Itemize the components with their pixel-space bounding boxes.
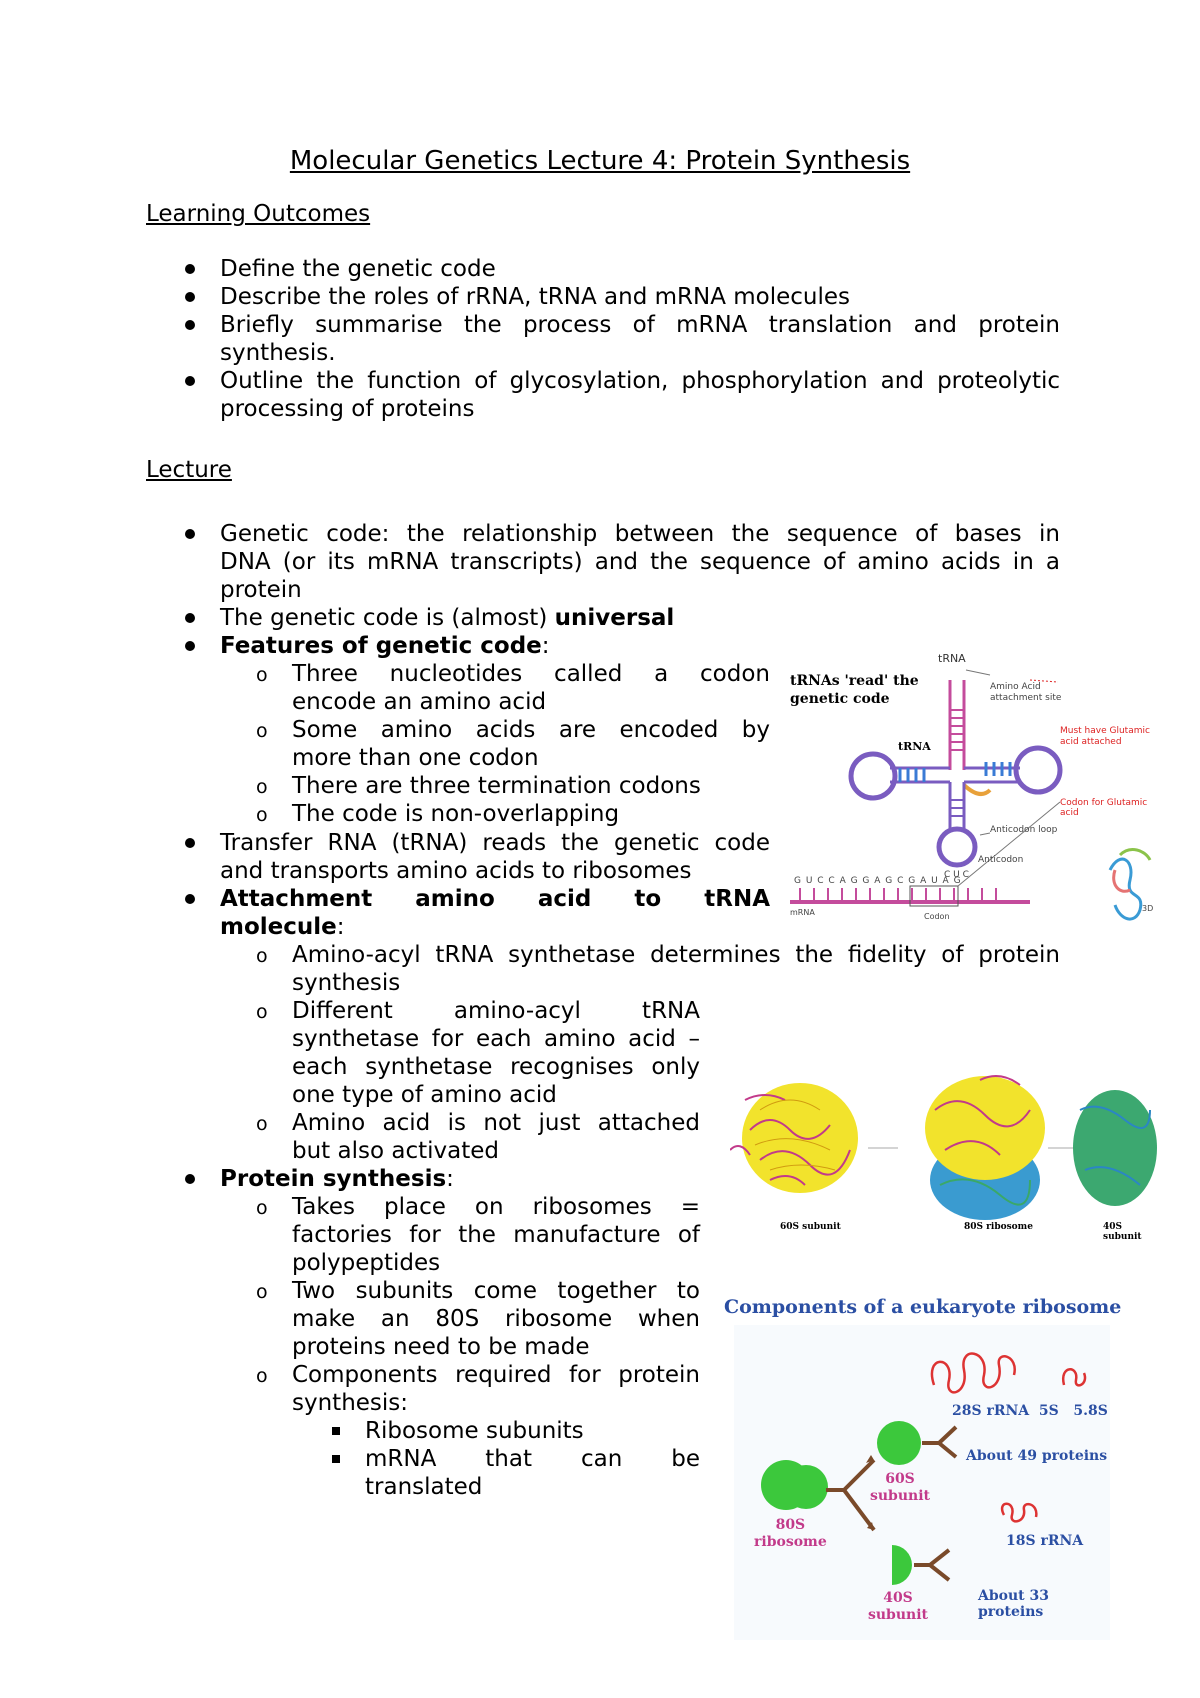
label-line: 40S (883, 1590, 913, 1606)
feature-line: more than one codon (292, 745, 539, 771)
bullet (185, 264, 195, 274)
bullet (185, 529, 195, 539)
list-item: Outline the function of glycosylation, phosphorylation and proteolytic processing of proteins (220, 368, 1060, 422)
square-bullet (332, 1455, 340, 1463)
amino-acid-site-label (990, 682, 1061, 704)
proteins-33-label: About 33 proteins (978, 1588, 1049, 1620)
attach-line: Amino acid is not just attached (292, 1110, 700, 1136)
label-line: subunit (868, 1607, 928, 1623)
genetic-code-line: Genetic code: the relationship between the sequence of bases in (220, 521, 1060, 547)
genetic-code-line: protein (220, 577, 302, 603)
circle-bullet: o (256, 1001, 268, 1023)
trna-caption-line: tRNAs 'read' the (790, 673, 919, 689)
list-item: Describe the roles of rRNA, tRNA and mRNA molecules (220, 284, 851, 310)
circle-bullet: o (256, 945, 268, 967)
attach-line: synthetase for each amino acid – (292, 1026, 700, 1052)
mrna-label: mRNA (790, 908, 815, 917)
protein-line: polypeptides (292, 1250, 441, 1276)
page-title: Molecular Genetics Lecture 4: Protein Synthesis (289, 146, 911, 176)
anticodon-bases: C U C (944, 870, 969, 880)
glutamic-acid-label (1060, 726, 1150, 748)
bullet (185, 376, 195, 386)
protein-line: proteins need to be made (292, 1334, 590, 1360)
components-figure-title: Components of a eukaryote ribosome (724, 1296, 1122, 1318)
protein-line: synthesis: (292, 1390, 409, 1416)
label-line: Amino Acid (990, 682, 1041, 692)
mrna-bases: G U C C A G G A G C G A U A G (794, 876, 962, 886)
trna-figure (790, 650, 1160, 930)
attachment-bold: molecule (220, 914, 337, 940)
attachment-heading (220, 913, 345, 941)
bullet (185, 641, 195, 651)
lecture-heading: Lecture (146, 457, 232, 483)
codon-label: Codon (924, 912, 950, 921)
features-heading (220, 632, 550, 660)
label-40s-subunit: 40S subunit (1103, 1222, 1142, 1242)
protein-bold: Protein synthesis (220, 1166, 447, 1192)
trna-caption-line: genetic code (790, 691, 890, 707)
colon: : (336, 914, 345, 940)
list-item: Define the genetic code (220, 256, 496, 282)
protein-synthesis-heading (220, 1165, 454, 1193)
protein-line: Ribosome subunits (365, 1418, 584, 1444)
protein-line: make an 80S ribosome when (292, 1306, 700, 1332)
feature-line: The code is non-overlapping (292, 801, 620, 827)
feature-line: encode an amino acid (292, 689, 547, 715)
protein-line: mRNA that can be (365, 1446, 700, 1472)
attach-line: Different amino-acyl tRNA (292, 998, 700, 1024)
protein-line: translated (365, 1474, 483, 1500)
square-bullet (332, 1427, 340, 1435)
components-figure (734, 1325, 1110, 1640)
ribosome-structure-figure (730, 1070, 1160, 1240)
bullet (185, 292, 195, 302)
protein-line: Takes place on ribosomes = (292, 1194, 700, 1220)
bullet (185, 613, 195, 623)
bullet (185, 320, 195, 330)
trna-label: tRNA (898, 740, 931, 753)
feature-line: Three nucleotides called a codon (292, 661, 770, 687)
label-80s (754, 1517, 827, 1551)
trna-line: and transports amino acids to ribosomes (220, 858, 692, 884)
label-line: 80S (775, 1517, 806, 1533)
attachment-heading: Attachment amino acid to tRNA (220, 886, 770, 912)
circle-bullet: o (256, 720, 268, 742)
label-3d: 3D (1142, 904, 1154, 913)
bullet (185, 894, 195, 904)
circle-bullet: o (256, 1365, 268, 1387)
rrna-large-label: 28S rRNA 5S 5.8S (952, 1403, 1108, 1419)
label-60s (870, 1471, 930, 1505)
label-line: acid attached (1060, 737, 1122, 747)
label-80s-ribosome: 80S ribosome (964, 1222, 1033, 1232)
circle-bullet: o (256, 1197, 268, 1219)
attach-line: Amino-acyl tRNA synthetase determines the fidelity of protein (292, 942, 1060, 968)
label-40s (868, 1590, 928, 1624)
bullet (185, 838, 195, 848)
list-item: Briefly summarise the process of mRNA translation and protein synthesis. (220, 312, 1060, 366)
universal-bold: universal (554, 605, 675, 631)
colon: : (446, 1166, 454, 1192)
attach-line: one type of amino acid (292, 1082, 557, 1108)
label-line: ribosome (754, 1534, 827, 1550)
circle-bullet: o (256, 1281, 268, 1303)
attach-line: each synthetase recognises only (292, 1054, 700, 1080)
circle-bullet: o (256, 1113, 268, 1135)
circle-bullet: o (256, 776, 268, 798)
attach-line: but also activated (292, 1138, 499, 1164)
ribosome-structure-image (730, 1070, 1160, 1240)
feature-line: There are three termination codons (292, 773, 701, 799)
trna-caption (790, 672, 919, 708)
label-line: attachment site (990, 693, 1062, 703)
circle-bullet: o (256, 664, 268, 686)
features-bold: Features of genetic code (220, 633, 542, 659)
label-line: 60S (885, 1471, 915, 1487)
universal-line (220, 604, 674, 632)
bullet (185, 1174, 195, 1184)
rrna-small-label: 18S rRNA (1006, 1533, 1084, 1549)
trna-header-label: tRNA (938, 652, 966, 665)
label-line: Must have Glutamic (1060, 726, 1150, 736)
proteins-49-label: About 49 proteins (966, 1448, 1108, 1464)
anticodon-loop-label: Anticodon loop (990, 825, 1058, 835)
circle-bullet: o (256, 804, 268, 826)
universal-text: The genetic code is (almost) (220, 605, 555, 631)
feature-line: Some amino acids are encoded by (292, 717, 770, 743)
genetic-code-line: DNA (or its mRNA transcripts) and the sequence of amino acids in a (220, 549, 1060, 575)
label-line: subunit (870, 1488, 930, 1504)
protein-line: factories for the manufacture of (292, 1222, 700, 1248)
label-60s-subunit: 60S subunit (780, 1222, 841, 1232)
colon: : (541, 633, 550, 659)
trna-line: Transfer RNA (tRNA) reads the genetic code (220, 830, 770, 856)
protein-line: Components required for protein (292, 1362, 700, 1388)
codon-glutamic-label: Codon for Glutamic acid (1060, 798, 1148, 818)
anticodon-label: Anticodon (978, 855, 1024, 865)
attach-line: synthesis (292, 970, 401, 996)
learning-outcomes-heading: Learning Outcomes (146, 201, 371, 227)
protein-line: Two subunits come together to (292, 1278, 700, 1304)
